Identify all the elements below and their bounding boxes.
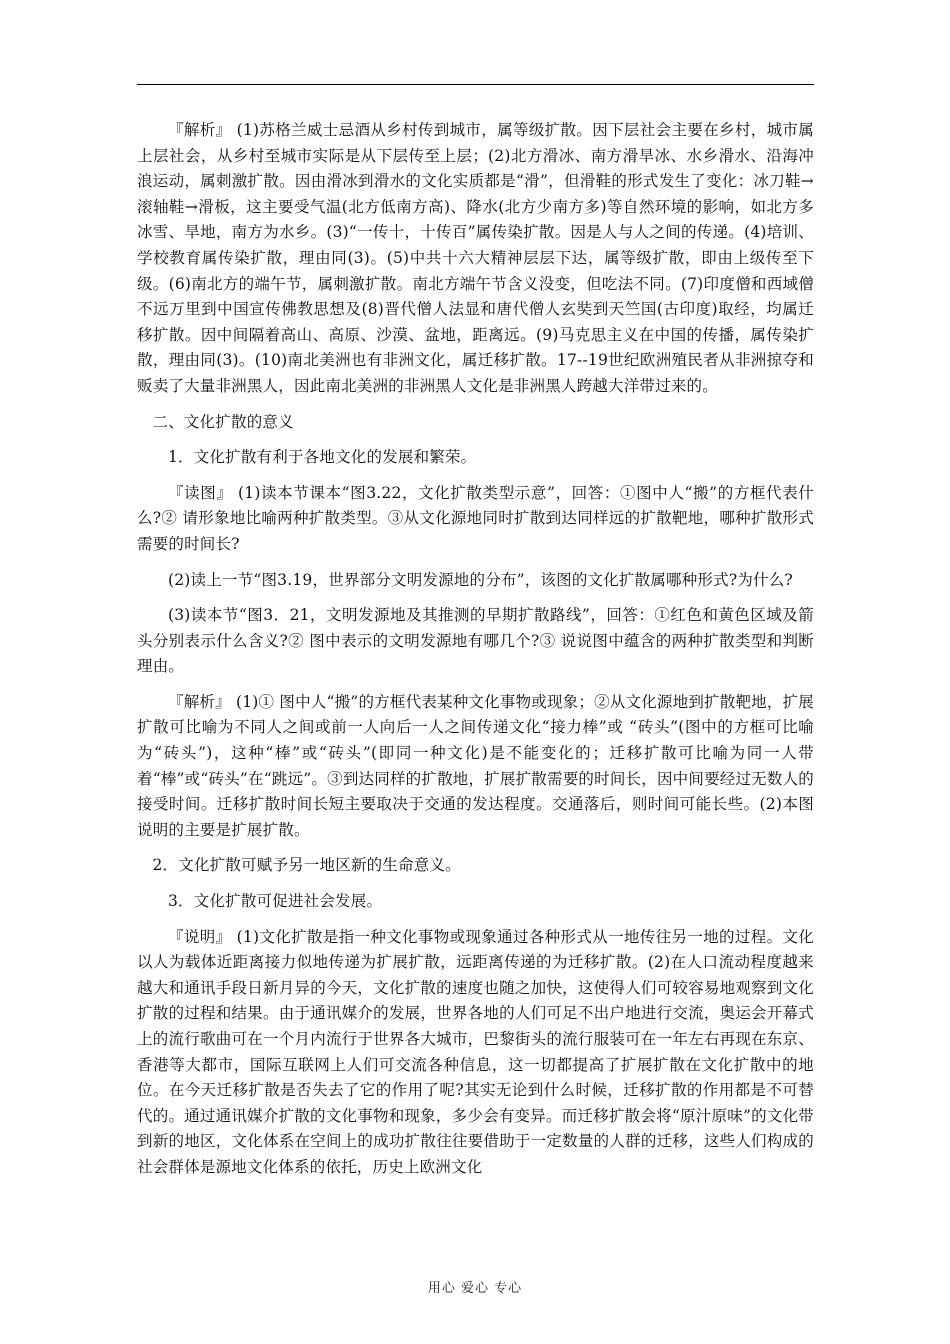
paragraph-analysis-1: 『解析』 (1)苏格兰威士忌酒从乡村传到城市，属等级扩散。因下层社会主要在乡村，城市属上层社会，从乡村至城市实际是从下层传至上层；(2)北方滑冰、南方滑旱冰、水乡滑水、沿海冲浪运动，属刺激扩散。因由滑冰到滑水的文化实质都是“滑”，但滑鞋的形式发生了变化：冰刀鞋→滚轴鞋→滑板，这主要受气温(北方低南方高)、降水(北方少南方多)等自然环境的影响，如北方多冰雪、旱地，南方为水乡。(3)“一传十，十传百”属传染扩散。因是人与人之间的传递。(4)培训、学校教育属传染扩散，理由同(3)。(5)中共十六大精神层层下达，属等级扩散，即由上级传至下级。(6)南北方的端午节，属刺激扩散。南北方端午节含义没变，但吃法不同。(7)印度僧和西域僧不远万里到中国宣传佛教思想及(8)晋代僧人法显和唐代僧人玄奘到天竺国(古印度)取经，均属迁移扩散。因中间隔着高山、高原、沙漠、盆地，距离远。(9)马克思主义在中国的传播，属传染扩散，理由同(3)。(10)南北美洲也有非洲文化，属迁移扩散。17--19世纪欧洲殖民者从非洲掠夺和贩卖了大量非洲黑人，因此南北美洲的非洲黑人文化是非洲黑人跨越大洋带过来的。 bbox=[137, 121, 814, 395]
paragraph-read-map-3: (3)读本节“图3．21，文明发源地及其推测的早期扩散路线”，回答：①红色和黄色区域及箭头分别表示什么含义?② 图中表示的文明发源地有哪几个?③ 说说图中蕴含的两种扩散类型和判断理由。 bbox=[137, 606, 814, 676]
document-body bbox=[137, 118, 814, 1191]
point-1: 1．文化扩散有利于各地文化的发展和繁荣。 bbox=[168, 448, 477, 467]
header-rule bbox=[137, 84, 814, 85]
point-2: 2．文化扩散可赋予另一地区新的生命意义。 bbox=[152, 856, 461, 875]
section-heading-significance: 二、文化扩散的意义 bbox=[152, 412, 294, 431]
page-footer: 用心 爱心 专心 bbox=[427, 1281, 523, 1296]
paragraph-read-map-1: 『读图』 (1)读本节课本“图3.22，文化扩散类型示意”，回答：①图中人“搬”的方框代表什么?② 请形象地比喻两种扩散类型。③从文化源地同时扩散到达同样远的扩散靶地，哪种扩散形式需要的时间长? bbox=[137, 483, 814, 553]
point-3: 3．文化扩散可促进社会发展。 bbox=[168, 892, 383, 911]
paragraph-explanation: 『说明』 (1)文化扩散是指一种文化事物或现象通过各种形式从一地传往另一地的过程。文化以人为载体近距离接力似地传递为扩展扩散，远距离传递的为迁移扩散。(2)在人口流动程度越来越大和通讯手段日新月异的今天，文化扩散的速度也随之加快，这使得人们可较容易地观察到文化扩散的过程和结果。由于通讯媒介的发展，世界各地的人们可足不出户地进行交流，奥运会开幕式上的流行歌曲可在一个月内流行于世界各大城市，巴黎街头的流行服装可在一年左右再现在东京、香港等大都市，国际互联网上人们可交流各种信息，这一切都提高了扩展扩散在文化扩散中的地位。在今天迁移扩散是否失去了它的作用了呢?其实无论到什么时候，迁移扩散的作用都是不可替代的。通过通讯媒介扩散的文化事物和现象，多少会有变异。而迁移扩散会将“原汁原味”的文化带到新的地区，文化体系在空间上的成功扩散往往要借助于一定数量的人群的迁移，这些人们构成的社会群体是源地文化体系的依托，历史上欧洲文化 bbox=[137, 927, 814, 1176]
paragraph-read-map-2: (2)读上一节“图3.19，世界部分文明发源地的分布”，该图的文化扩散属哪种形式?为什么? bbox=[168, 570, 793, 589]
paragraph-analysis-2: 『解析』 (1)① 图中人“搬”的方框代表某种文化事物或现象；②从文化源地到扩散靶地，扩展扩散可比喻为不同人之间或前一人向后一人之间传递文化“接力棒”或 “砖头”(图中的方框可比喻为“砖头”)，这种“棒”或“砖头”(即同一种文化)是不能变化的；迁移扩散可比喻为同一人带着“棒”或“砖头”在“跳远”。③到达同样的扩散地，扩展扩散需要的时间长，因中间要经过无数人的接受时间。迁移扩散时间长短主要取决于交通的发达程度。交通落后，则时间可能长些。(2)本图说明的主要是扩展扩散。 bbox=[137, 692, 814, 839]
